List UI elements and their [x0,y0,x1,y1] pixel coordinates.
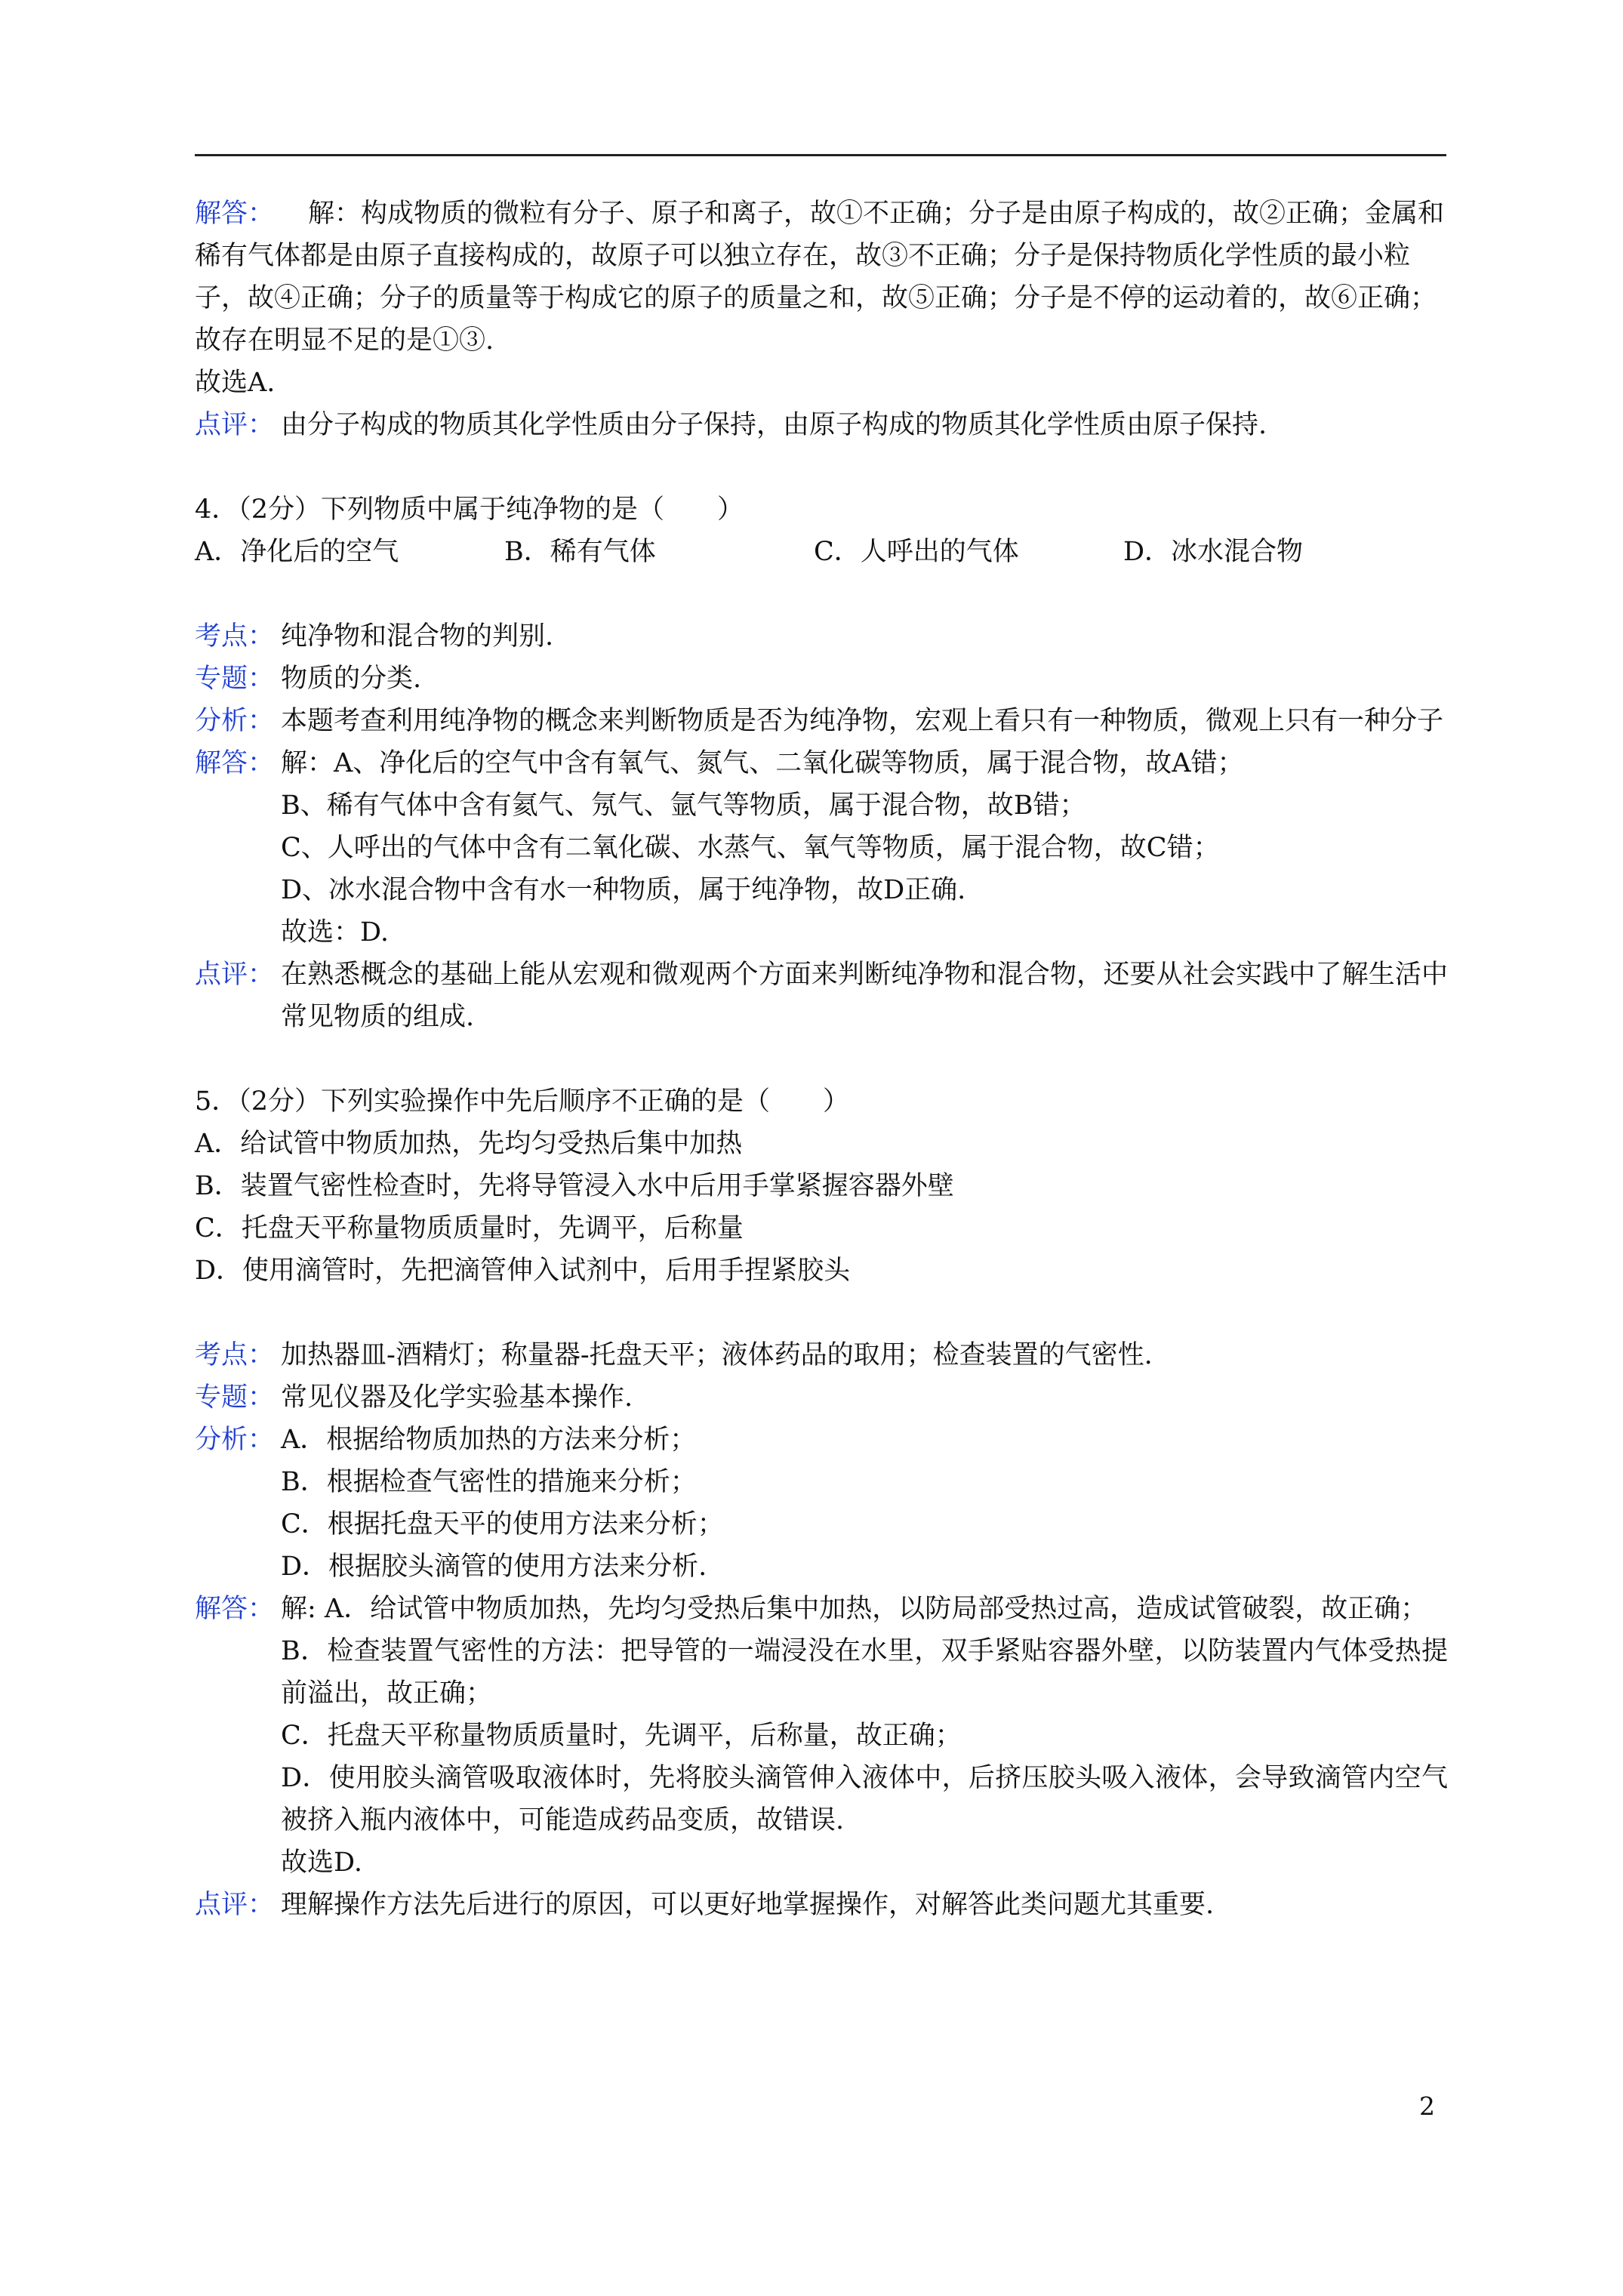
q5-dianping [195,1884,1448,1926]
fenxi-body [281,1419,1448,1588]
zhuanti-label: 专题： [195,664,275,694]
answer-text: 解：构成物质的微粒有分子、原子和离子，故①不正确；分子是由原子构成的，故②正确；金属和稀有气体都是由原子直接构成的，故原子可以独立存在，故③不正确；分子是保持物质化学性质的最小粒子，故④正确；分子的质量等于构成它的原子的质量之和，故⑤正确；分子是不停的运动着的，故⑥正确；故存在明显不足的是①③. [195,199,1445,356]
q5-jieda [195,1588,1448,1884]
q5-option-a: A．给试管中物质加热，先均匀受热后集中加热 [195,1129,743,1159]
comment-label: 点评： [195,410,275,440]
page-number: 2 [1419,2091,1435,2121]
jieda-line: D．使用胶头滴管吸取液体时，先将胶头滴管伸入液体中，后挤压胶头吸入液体，会导致滴管内空气被挤入瓶内液体中，可能造成药品变质，故错误. [281,1763,1448,1835]
kaodian-text: 纯净物和混合物的判别. [281,621,554,652]
jieda-label: 解答： [195,1594,275,1624]
q4-dianping [195,954,1448,1038]
dianping-label: 点评： [195,1890,275,1920]
jieda-line: D、冰水混合物中含有水一种物质，属于纯净物，故D正确. [281,875,966,905]
jieda-label: 解答： [195,748,275,778]
fenxi-label: 分析： [195,1425,275,1455]
page-content [195,193,1448,1926]
jieda-line: C．托盘天平称量物质质量时，先调平，后称量，故正确； [281,1721,962,1751]
q5-option-c: C．托盘天平称量物质质量时，先调平，后称量 [195,1213,744,1244]
q5-fenxi [195,1419,1448,1588]
prev-answer [195,193,1448,362]
dianping-text: 在熟悉概念的基础上能从宏观和微观两个方面来判断纯净物和混合物，还要从社会实践中了解生活中常见物质的组成. [281,960,1448,1032]
fenxi-line: C．根据托盘天平的使用方法来分析； [281,1509,724,1539]
zhuanti-label: 专题： [195,1382,275,1413]
kaodian-text: 加热器皿-酒精灯；称量器-托盘天平；液体药品的取用；检查装置的气密性. [281,1340,1153,1370]
q4-option-a: A．净化后的空气 [195,537,399,567]
q4-option-b: B．稀有气体 [504,537,656,567]
q4-option-d: D．冰水混合物 [1123,537,1304,567]
dianping-text: 理解操作方法先后进行的原因，可以更好地掌握操作，对解答此类问题尤其重要. [281,1890,1215,1920]
q5-kaodian [195,1334,1448,1376]
answer-select: 故选A. [195,368,276,398]
q4-options [195,531,1448,573]
q4-jieda [195,742,1448,954]
jieda-line: C、人呼出的气体中含有二氧化碳、水蒸气、氧气等物质，属于混合物，故C错； [281,833,1220,863]
comment-text: 由分子构成的物质其化学性质由分子保持，由原子构成的物质其化学性质由原子保持. [281,410,1267,440]
jieda-line: 故选D. [281,1848,362,1878]
fenxi-label: 分析： [195,706,275,736]
q5-option-b: B．装置气密性检查时，先将导管浸入水中后用手掌紧握容器外壁 [195,1171,954,1201]
jieda-line: 解: A．给试管中物质加热，先均匀受热后集中加热，以防局部受热过高，造成试管破裂，故正确； [281,1594,1427,1624]
zhuanti-text: 常见仪器及化学实验基本操作. [281,1382,633,1413]
fenxi-line: A．根据给物质加热的方法来分析； [281,1425,697,1455]
q5-stem: 5．（2分）下列实验操作中先后顺序不正确的是（ ） [195,1086,850,1117]
dianping-label: 点评： [195,960,275,990]
q5-option-d: D．使用滴管时，先把滴管伸入试剂中，后用手捏紧胶头 [195,1256,851,1286]
header-rule [195,154,1446,156]
q5-zhuanti [195,1376,1448,1419]
fenxi-text: 本题考查利用纯净物的概念来判断物质是否为纯净物，宏观上看只有一种物质，微观上只有一种分子 [281,706,1444,736]
jieda-body [281,1588,1448,1884]
kaodian-label: 考点： [195,621,275,652]
q4-stem: 4．（2分）下列物质中属于纯净物的是（ ） [195,495,744,525]
jieda-line: 解：A、净化后的空气中含有氧气、氮气、二氧化碳等物质，属于混合物，故A错； [281,748,1244,778]
fenxi-line: D．根据胶头滴管的使用方法来分析. [281,1552,707,1582]
jieda-line: B．检查装置气密性的方法：把导管的一端浸没在水里，双手紧贴容器外壁，以防装置内气体受热提前溢出，故正确； [281,1636,1448,1709]
kaodian-label: 考点： [195,1340,275,1370]
q4-kaodian [195,615,1448,658]
jieda-line: B、稀有气体中含有氦气、氖气、氩气等物质，属于混合物，故B错； [281,791,1086,821]
jieda-body [281,742,1448,954]
q4-zhuanti [195,658,1448,700]
prev-comment [195,404,1448,446]
answer-label: 解答： [195,199,275,229]
zhuanti-text: 物质的分类. [281,664,422,694]
q4-option-c: C．人呼出的气体 [814,537,1019,567]
jieda-line: 故选：D. [281,917,389,948]
fenxi-line: B．根据检查气密性的措施来分析； [281,1467,697,1497]
q4-fenxi [195,700,1448,742]
